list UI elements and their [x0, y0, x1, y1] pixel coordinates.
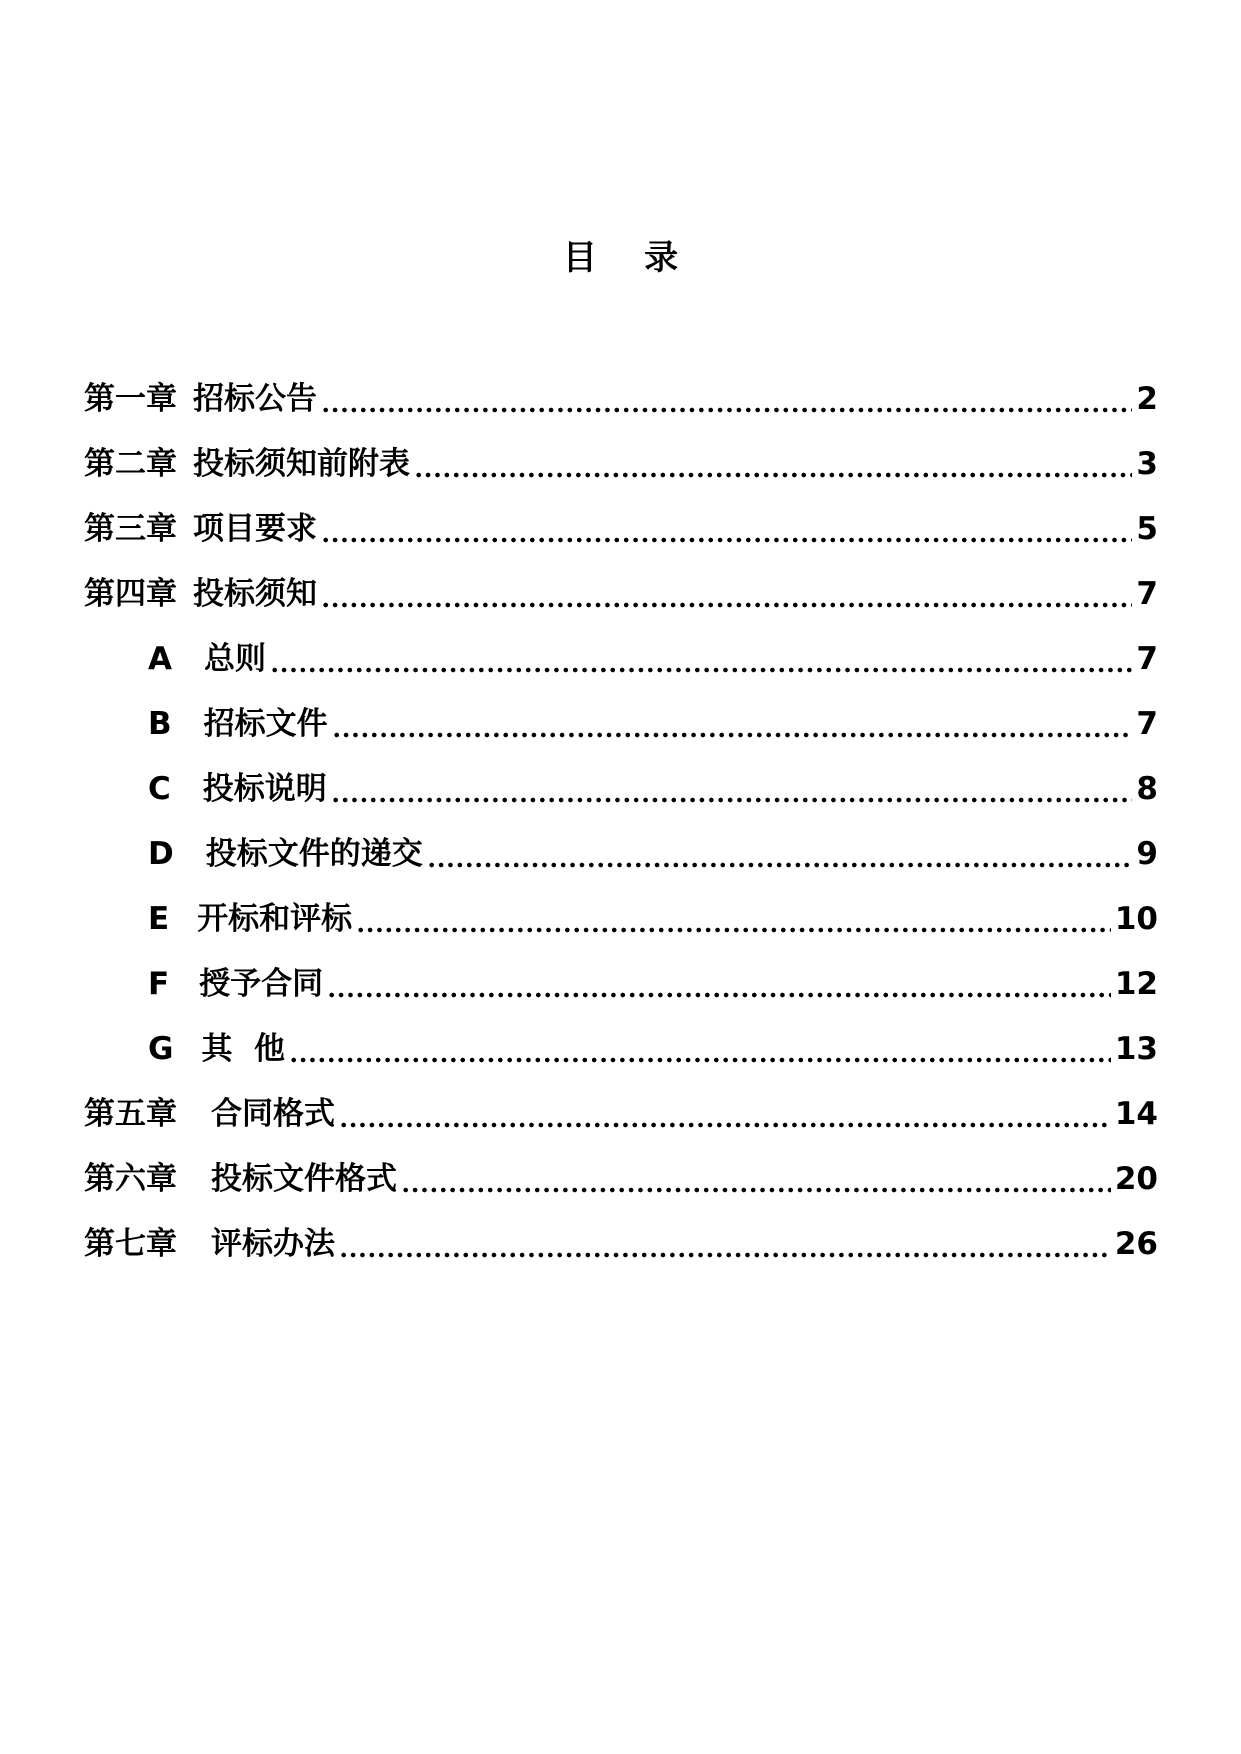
toc-entry-title: 投标文件的递交	[205, 835, 423, 872]
dot-leader	[356, 926, 1111, 934]
toc-entry-page: 5	[1136, 510, 1158, 547]
toc-entry-chapter-7[interactable]	[84, 1211, 1158, 1276]
dot-leader	[332, 731, 1133, 739]
toc-entry-title: 授予合同	[199, 965, 324, 1002]
toc-entry-title: 招标文件	[203, 705, 328, 742]
dot-leader	[321, 406, 1132, 414]
toc-entry-title: 项目要求	[193, 510, 317, 547]
toc-entry-prefix: B	[148, 705, 172, 742]
toc-entry-chapter-4[interactable]	[84, 561, 1158, 626]
dot-leader	[270, 666, 1132, 674]
toc-entry-chapter-1[interactable]	[84, 366, 1158, 431]
toc-entry-page: 9	[1136, 835, 1158, 872]
page-title: 目 录	[562, 238, 679, 278]
toc-entry-title: 总则	[204, 640, 266, 677]
toc-entry-section-d[interactable]	[84, 821, 1158, 886]
toc-entry-prefix: 第三章	[84, 510, 177, 547]
toc-entry-prefix: 第四章	[84, 575, 177, 612]
toc-entry-page: 10	[1114, 900, 1158, 937]
toc-entry-section-e[interactable]	[84, 886, 1158, 951]
dot-leader	[321, 601, 1132, 609]
dot-leader	[321, 536, 1132, 544]
toc-entry-title: 招标公告	[193, 380, 317, 417]
toc-entry-section-g[interactable]	[84, 1016, 1158, 1081]
toc-entry-section-f[interactable]	[84, 951, 1158, 1016]
dot-leader	[414, 471, 1132, 479]
toc-entry-title: 投标须知前附表	[193, 445, 410, 482]
toc-entry-page: 13	[1114, 1030, 1158, 1067]
toc-entry-page: 26	[1114, 1225, 1158, 1262]
toc-entry-chapter-2[interactable]	[84, 431, 1158, 496]
toc-entry-section-a[interactable]	[84, 626, 1158, 691]
toc-entry-page: 7	[1136, 705, 1158, 742]
dot-leader	[339, 1121, 1111, 1129]
toc-entry-prefix: C	[148, 770, 171, 807]
dot-leader	[339, 1251, 1111, 1259]
toc-entry-prefix: 第七章	[84, 1225, 177, 1262]
toc-entry-section-c[interactable]	[84, 756, 1158, 821]
toc-entry-prefix: A	[148, 640, 172, 677]
toc-entry-page: 7	[1136, 575, 1158, 612]
toc-entry-chapter-3[interactable]	[84, 496, 1158, 561]
toc-entry-prefix: 第六章	[84, 1160, 177, 1197]
table-of-contents	[84, 366, 1158, 1276]
toc-entry-chapter-5[interactable]	[84, 1081, 1158, 1146]
toc-entry-title: 其 他	[201, 1030, 286, 1067]
toc-entry-page: 20	[1114, 1160, 1158, 1197]
toc-entry-page: 14	[1114, 1095, 1158, 1132]
toc-entry-prefix: 第五章	[84, 1095, 177, 1132]
toc-entry-prefix: 第一章	[84, 380, 177, 417]
toc-entry-prefix: 第二章	[84, 445, 177, 482]
toc-entry-title: 投标说明	[202, 770, 327, 807]
toc-entry-page: 2	[1136, 380, 1158, 417]
toc-entry-prefix: D	[148, 835, 174, 872]
toc-entry-prefix: F	[148, 965, 170, 1002]
toc-entry-section-b[interactable]	[84, 691, 1158, 756]
dot-leader	[289, 1056, 1111, 1064]
toc-entry-chapter-6[interactable]	[84, 1146, 1158, 1211]
toc-entry-title: 合同格式	[211, 1095, 335, 1132]
toc-entry-prefix: G	[148, 1030, 174, 1067]
toc-entry-title: 开标和评标	[197, 900, 353, 937]
toc-entry-title: 投标须知	[193, 575, 317, 612]
toc-entry-prefix: E	[148, 900, 170, 937]
toc-entry-page: 12	[1114, 965, 1158, 1002]
toc-entry-title: 评标办法	[211, 1225, 335, 1262]
dot-leader	[327, 991, 1111, 999]
dot-leader	[427, 861, 1133, 869]
toc-entry-page: 8	[1136, 770, 1158, 807]
dot-leader	[331, 796, 1133, 804]
dot-leader	[401, 1186, 1111, 1194]
toc-entry-title: 投标文件格式	[211, 1160, 397, 1197]
toc-entry-page: 3	[1136, 445, 1158, 482]
toc-entry-page: 7	[1136, 640, 1158, 677]
